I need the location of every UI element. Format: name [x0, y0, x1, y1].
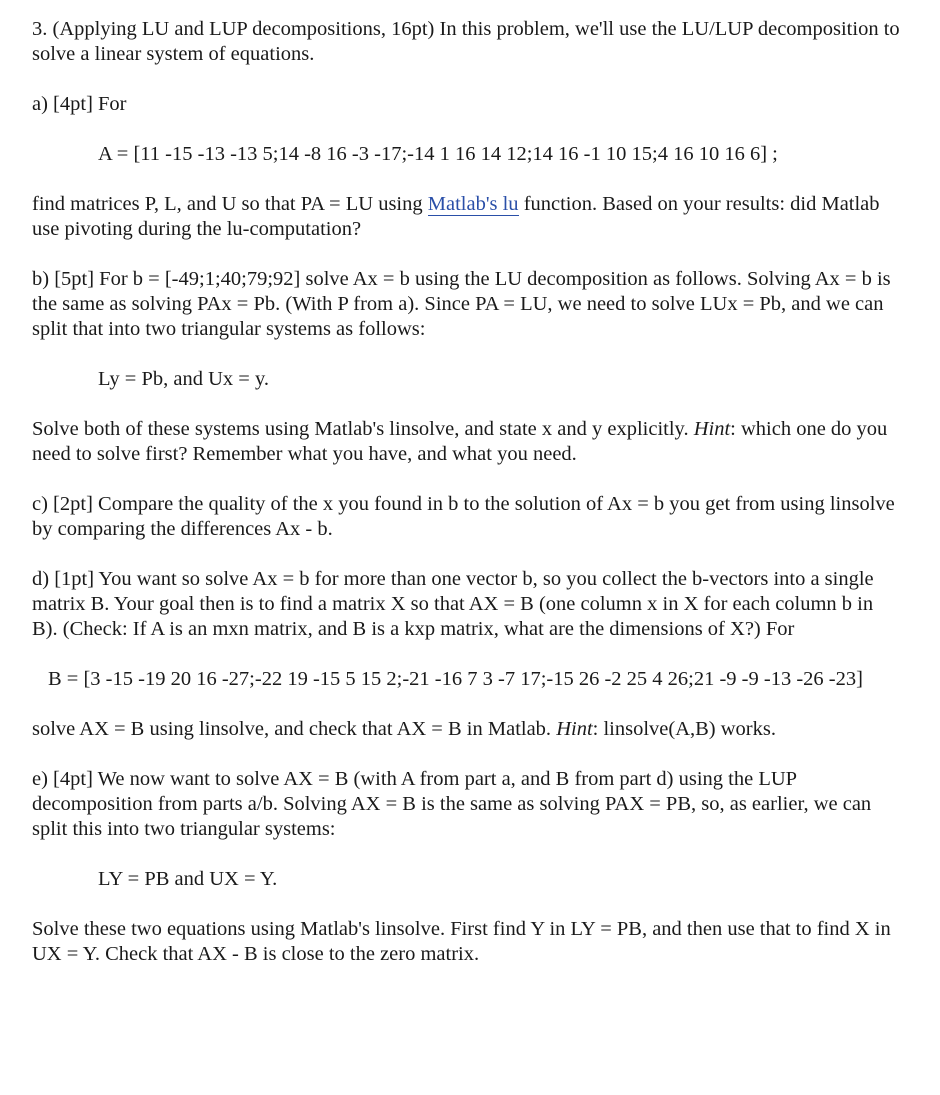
matrix-b-definition: B = [3 -15 -19 20 16 -27;-22 19 -15 5 15 2;-21 -16 7 3 -7 17;-15 26 -2 25 4 26;21 -9 -9 -13 -26 -23] [48, 668, 863, 690]
part-a-question [32, 192, 902, 242]
problem-document [32, 17, 902, 992]
part-d-hint-label: Hint [556, 718, 593, 740]
part-e-followup: Solve these two equations using Matlab's linsolve. First find Y in LY = PB, and then use that to find X in UX = Y. Check that AX - B is close to the zero matrix. [32, 918, 891, 965]
part-e-equation: LY = PB and UX = Y. [98, 868, 278, 890]
matlab-lu-link[interactable]: Matlab's lu [427, 193, 519, 215]
part-a-intro: a) [4pt] For [32, 93, 127, 115]
part-b-followup-text: Solve both of these systems using Matlab's linsolve, and state x and y explicitly. [32, 418, 694, 440]
part-b-equation: Ly = Pb, and Ux = y. [98, 368, 269, 390]
part-b-followup [32, 417, 902, 467]
part-d-followup [32, 717, 902, 742]
part-b-hint-label: Hint [693, 418, 731, 440]
problem-heading: 3. (Applying LU and LUP decompositions, 16pt) In this problem, we'll use the LU/LUP decomposition to solve a linear system of equations. [32, 18, 900, 65]
part-b-text: b) [5pt] For b = [-49;1;40;79;92] solve Ax = b using the LU decomposition as follows. Solving Ax = b is the same as solving PAx = Pb. (With P from a). Since PA = LU, we need to solve LUx = Pb, and we can split that into two triangular systems as follows: [32, 268, 891, 340]
part-c-text: c) [2pt] Compare the quality of the x you found in b to the solution of Ax = b you get from using linsolve by comparing the differences Ax - b. [32, 493, 895, 540]
part-a-text-after-link: function. Based on your results: did Matlab use pivoting during the lu-computation? [32, 193, 880, 240]
matrix-a-definition: A = [11 -15 -13 -13 5;14 -8 16 -3 -17;-14 1 16 14 12;14 16 -1 10 15;4 16 10 16 6] ; [98, 143, 778, 165]
part-d-hint-text: : linsolve(A,B) works. [592, 718, 776, 740]
part-a-text-before-link: find matrices P, L, and U so that PA = LU using [32, 193, 428, 215]
part-b-hint-text: : which one do you need to solve first? Remember what you have, and what you need. [32, 418, 888, 465]
part-d-text: d) [1pt] You want so solve Ax = b for more than one vector b, so you collect the b-vectors into a single matrix B. Your goal then is to find a matrix X so that AX = B (one column x in X for each column b in B). (Check: If A is an mxn matrix, and B is a kxp matrix, what are the dimensions of X?) For [32, 568, 874, 640]
part-d-followup-text: solve AX = B using linsolve, and check that AX = B in Matlab. [32, 718, 557, 740]
part-e-text: e) [4pt] We now want to solve AX = B (with A from part a, and B from part d) using the LUP decomposition from parts a/b. Solving AX = B is the same as solving PAX = PB, so, as earlier, we can split this into two triangular systems: [32, 768, 872, 840]
